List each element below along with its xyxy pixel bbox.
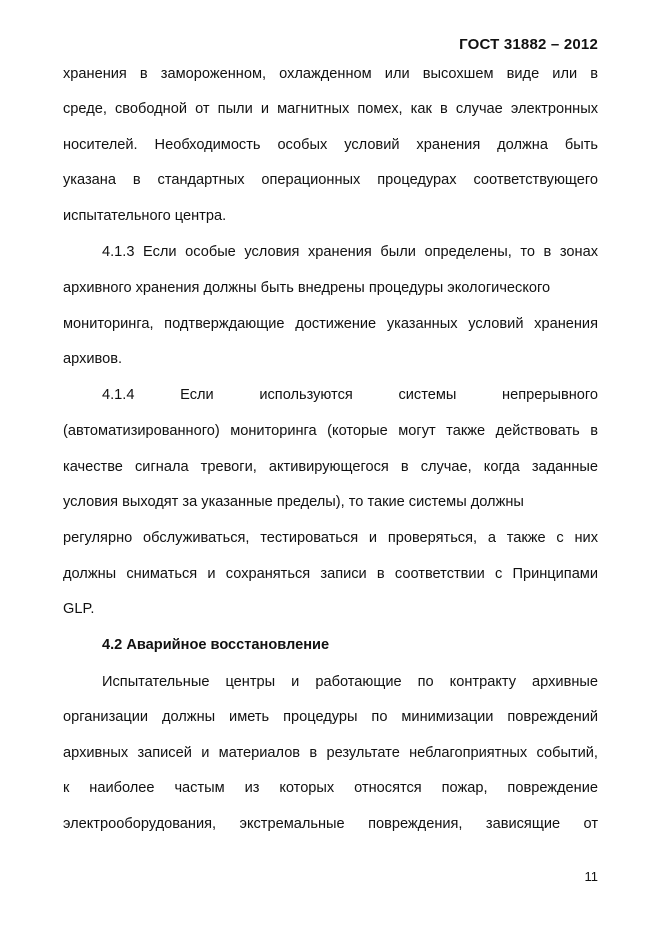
body-text-line: электрооборудования, экстремальные повреждения, зависящие от <box>63 816 598 832</box>
section-heading-4-2: 4.2 Аварийное восстановление <box>102 637 330 653</box>
document-header: ГОСТ 31882 – 2012 <box>459 36 598 53</box>
body-text-line: архивного хранения должны быть внедрены процедуры экологического <box>63 280 551 296</box>
body-text-line: условия выходят за указанные пределы), то такие системы должны <box>63 494 524 510</box>
body-text-line: должны сниматься и сохраняться записи в соответствии с Принципами <box>63 566 598 582</box>
body-text-line: регулярно обслуживаться, тестироваться и проверяться, а также с них <box>63 530 598 546</box>
body-text-line: архивов. <box>63 351 123 367</box>
clause-4-1-4: 4.1.4 Если используются системы непрерывного <box>102 387 598 403</box>
body-text-line: мониторинга, подтверждающие достижение указанных условий хранения <box>63 316 598 332</box>
body-text-line: среде, свободной от пыли и магнитных помех, как в случае электронных <box>63 101 598 117</box>
body-text-line: GLP. <box>63 601 95 617</box>
body-text-line: к наиболее частым из которых относятся пожар, повреждение <box>63 780 598 796</box>
body-text-line: Испытательные центры и работающие по контракту архивные <box>102 674 598 690</box>
body-text-line: носителей. Необходимость особых условий хранения должна быть <box>63 137 598 153</box>
body-text-line: хранения в замороженном, охлажденном или высохшем виде или в <box>63 66 598 82</box>
page-number: 11 <box>584 869 598 884</box>
body-text-line: (автоматизированного) мониторинга (которые могут также действовать в <box>63 423 598 439</box>
body-text-line: испытательного центра. <box>63 208 227 224</box>
body-text-line: качестве сигнала тревоги, активирующегося в случае, когда заданные <box>63 459 598 475</box>
body-text-line: архивных записей и материалов в результате неблагоприятных событий, <box>63 745 598 761</box>
body-text-line: указана в стандартных операционных процедурах соответствующего <box>63 172 598 188</box>
clause-4-1-3: 4.1.3 Если особые условия хранения были определены, то в зонах <box>102 244 598 260</box>
body-text-line: организации должны иметь процедуры по минимизации повреждений <box>63 709 598 725</box>
